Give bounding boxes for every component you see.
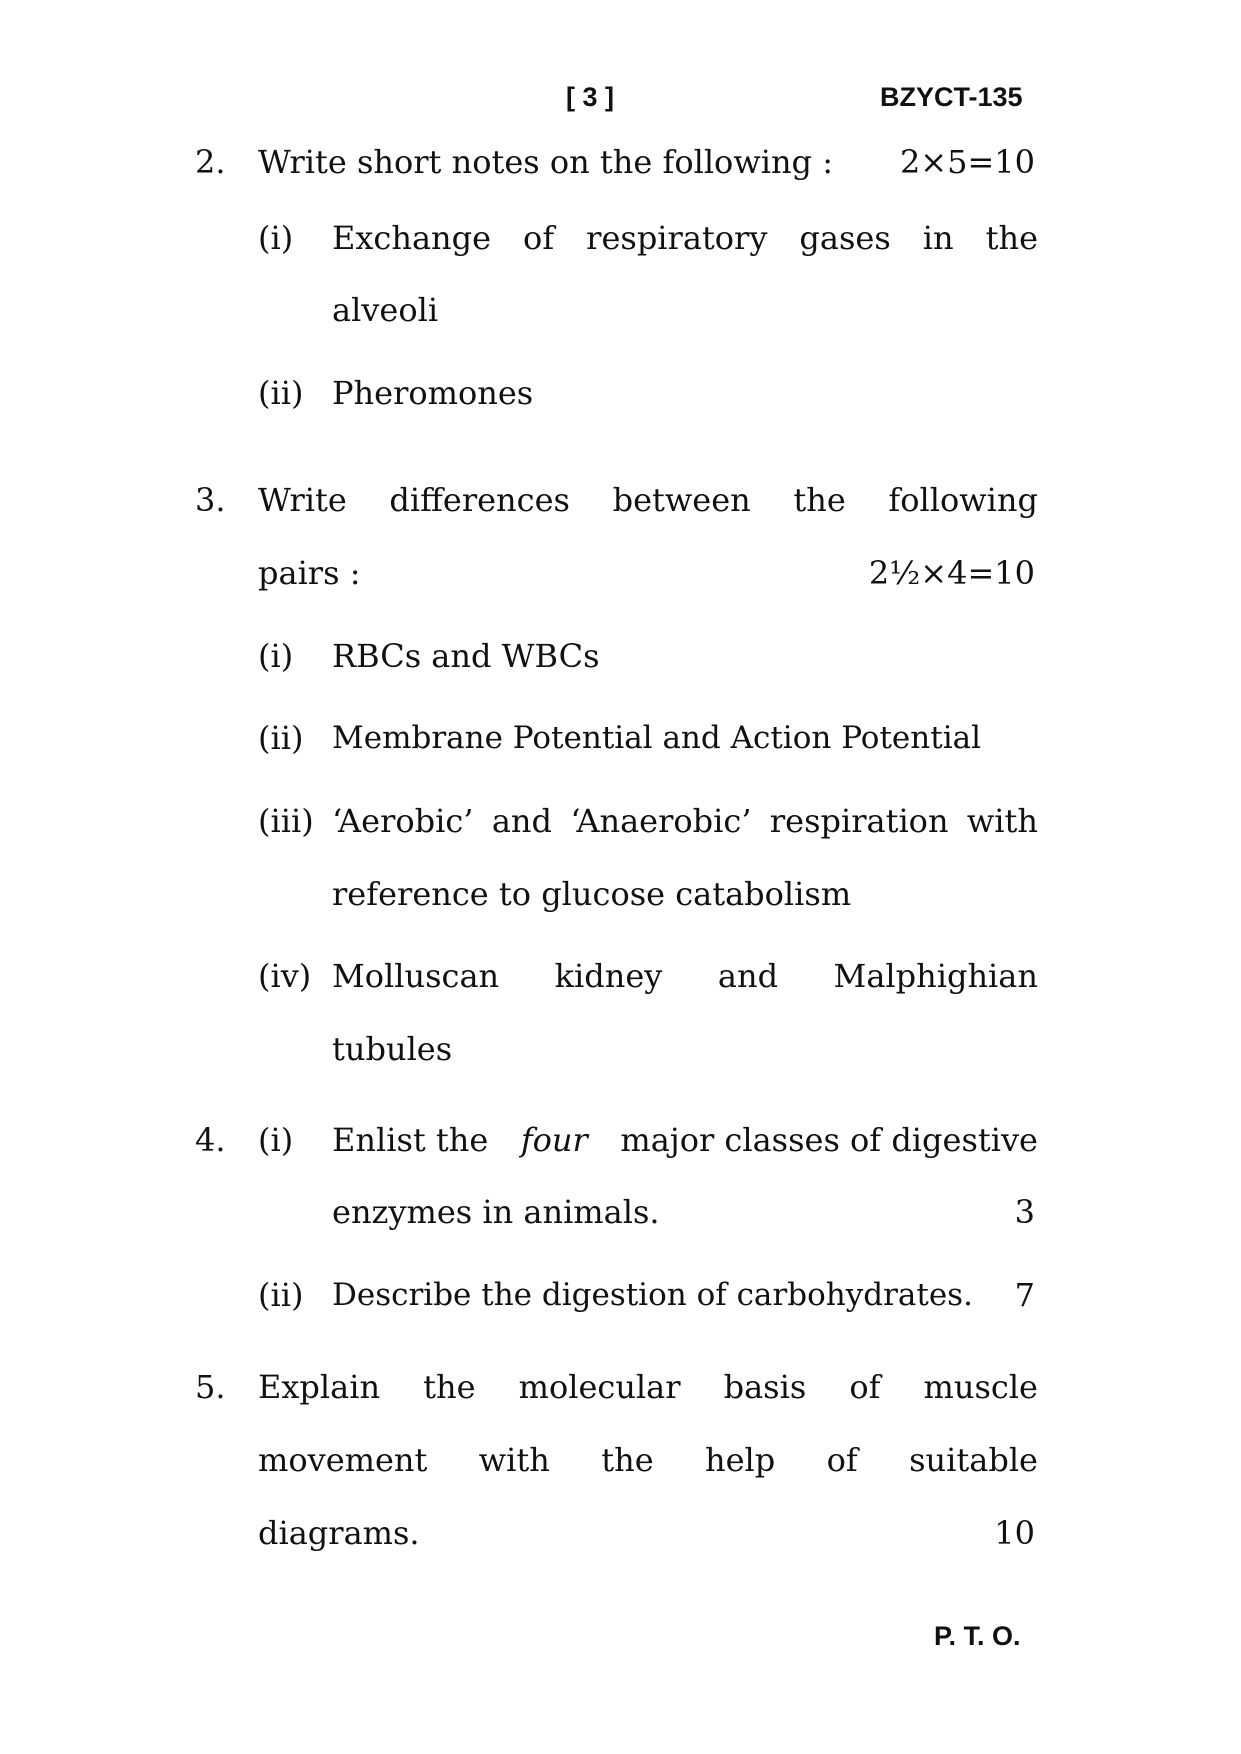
- question-continuation: pairs :: [258, 554, 361, 592]
- sub-question-marks: 7: [1014, 1276, 1035, 1314]
- sub-label: (i): [258, 637, 294, 675]
- sub-question-text: RBCs and WBCs: [332, 637, 600, 675]
- sub-question-text: [332, 1120, 1038, 1160]
- word: basis: [723, 1368, 807, 1406]
- word: muscle: [923, 1368, 1038, 1406]
- word: Write: [258, 481, 347, 519]
- paper-code: BZYCT-135: [880, 82, 1023, 112]
- question-text: [258, 1440, 1038, 1480]
- sub-label: (i): [258, 219, 294, 257]
- question-number: 3.: [195, 481, 226, 519]
- word: the: [985, 219, 1038, 257]
- word: molecular: [518, 1368, 681, 1406]
- question-number: 4.: [195, 1121, 226, 1159]
- sub-question-continuation: reference to glucose catabolism: [332, 875, 852, 913]
- word: gases: [799, 219, 891, 257]
- page-number: [ 3 ]: [566, 82, 615, 112]
- sub-question-marks: 3: [1014, 1193, 1035, 1231]
- sub-label: (ii): [258, 1276, 304, 1314]
- sub-label: (ii): [258, 374, 304, 412]
- word: Exchange: [332, 219, 492, 257]
- sub-question-text: Membrane Potential and Action Potential: [332, 720, 982, 756]
- sub-label: (i): [258, 1121, 294, 1159]
- word: and: [491, 802, 552, 840]
- word: of: [523, 219, 555, 257]
- word: respiratory: [586, 219, 768, 257]
- word: the: [793, 481, 846, 519]
- sub-question-text: [332, 956, 1038, 996]
- question-number: 5.: [195, 1368, 226, 1406]
- word: kidney: [554, 957, 663, 995]
- question-text: [258, 1367, 1038, 1407]
- word: ‘Aerobic’: [332, 802, 474, 840]
- question-marks: 10: [994, 1514, 1035, 1552]
- sub-question-continuation: alveoli: [332, 291, 439, 329]
- word: the: [601, 1441, 654, 1479]
- word: in: [922, 219, 954, 257]
- sub-label: (iii): [258, 802, 314, 840]
- word: help: [705, 1441, 776, 1479]
- word: of: [826, 1441, 858, 1479]
- word: ‘Anaerobic’: [570, 802, 752, 840]
- sub-label: (ii): [258, 719, 304, 757]
- sub-label: (iv): [258, 957, 312, 995]
- question-marks: 2×5=10: [899, 143, 1035, 181]
- text-fragment: Enlist the: [332, 1121, 489, 1159]
- question-marks: 2½×4=10: [868, 554, 1035, 592]
- word: Explain: [258, 1368, 381, 1406]
- sub-question-continuation: tubules: [332, 1030, 453, 1068]
- word: differences: [389, 481, 570, 519]
- sub-question-text: Describe the digestion of carbohydrates.: [332, 1277, 973, 1313]
- word: suitable: [909, 1441, 1038, 1479]
- text-fragment: major classes of digestive: [620, 1121, 1038, 1159]
- word: of: [849, 1368, 881, 1406]
- question-text: [258, 480, 1038, 520]
- word: movement: [258, 1441, 428, 1479]
- question-number: 2.: [195, 143, 226, 181]
- emphasis: four: [520, 1121, 588, 1159]
- question-continuation: diagrams.: [258, 1514, 420, 1552]
- question-text: Write short notes on the following :: [258, 143, 833, 181]
- word: Malphighian: [833, 957, 1038, 995]
- sub-question-text: [332, 801, 1038, 841]
- word: with: [478, 1441, 550, 1479]
- word: Molluscan: [332, 957, 500, 995]
- word: with: [966, 802, 1038, 840]
- sub-question-text: [332, 218, 1038, 258]
- please-turn-over: P. T. O.: [934, 1621, 1021, 1651]
- word: between: [612, 481, 751, 519]
- sub-question-continuation: enzymes in animals.: [332, 1193, 660, 1231]
- word: following: [888, 481, 1038, 519]
- word: the: [423, 1368, 476, 1406]
- word: respiration: [769, 802, 949, 840]
- word: and: [717, 957, 779, 995]
- sub-question-text: Pheromones: [332, 374, 534, 412]
